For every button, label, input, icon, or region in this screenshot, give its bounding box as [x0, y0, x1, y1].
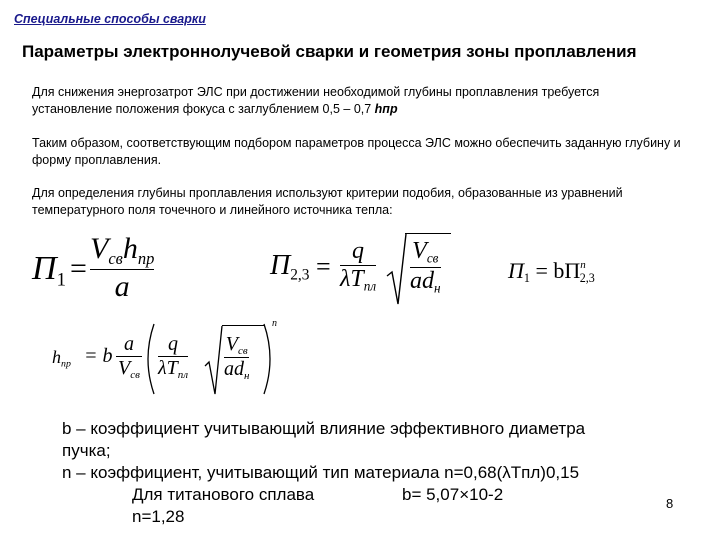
pi1-numerator: $V_{св}h_{пр}$	[90, 232, 155, 268]
hpr-fraction-3	[224, 333, 249, 382]
paragraph-criteria: Для определения глубины проплавления используют критерии подобия, образованные из уравнений температурного поля точечного и линейного источника тепла:	[32, 186, 623, 217]
hpr-f3-denominator: $ad_н$	[224, 358, 250, 382]
note-b-line2: пучка;	[62, 441, 111, 460]
note-b-line1: b – коэффициент учитывающий влияние эффективного диаметра	[62, 419, 586, 438]
hpr-radical-overline	[222, 325, 264, 326]
paragraph-focus-text: установление положения фокуса с заглублением 0,5 – 0,7	[32, 102, 375, 116]
pi23-numerator: q	[352, 238, 365, 264]
pi23-radical-numerator: $V_{св}$	[412, 238, 439, 266]
pi23-lhs: $П_{2,3}$	[270, 250, 310, 284]
paragraph-parameters: Таким образом, соответствующим подбором параметров процесса ЭЛС можно обеспечить заданную глубину и форму проплавления.	[32, 136, 681, 167]
hpr-left-paren	[140, 322, 156, 396]
note-titanium-n: n=1,28	[132, 507, 185, 526]
hpr-exponent: n	[272, 318, 277, 329]
hpr-f2-numerator: q	[168, 333, 179, 355]
pi1b-exponent: n	[580, 259, 586, 272]
pi23-denominator: $\lambda T_{пл}$	[340, 266, 377, 294]
coefficient-notes	[62, 418, 682, 528]
paragraph-focus-line1: Для снижения энергозатрот ЭЛС при достижении необходимой глубины проплавления требуется	[32, 85, 600, 99]
slide-title: Параметры электроннолучевой сварки и геометрия зоны проплавления	[22, 42, 637, 61]
formula-pi1-power	[508, 258, 595, 286]
pi1b-sub: 2,3	[579, 271, 595, 286]
pi1b-lhs-sub: 1	[523, 271, 530, 286]
pi1b-rhs: = bП	[535, 258, 581, 283]
hpr-fraction-2	[158, 333, 188, 381]
hpr-fraction-1	[116, 333, 142, 381]
pi23-radical-overline	[405, 233, 451, 234]
pi23-radical-sign	[386, 232, 408, 306]
hpr-f3-numerator: $V_{св}$	[225, 333, 248, 357]
paragraph-focus	[32, 84, 702, 118]
hpr-equals-b: = b	[84, 345, 113, 367]
pi23-fraction	[340, 238, 376, 295]
hpr-f2-denominator: $\lambda T_{пл}$	[158, 357, 189, 382]
note-titanium-b: b= 5,07×10-2	[402, 485, 504, 504]
pi23-radical-fraction	[410, 238, 441, 297]
note-titanium-label: Для титанового сплава	[132, 485, 315, 504]
paragraph-focus-line2	[32, 101, 702, 118]
pi1-denominator: a	[114, 270, 130, 304]
pi1b-lhs: П	[508, 258, 524, 283]
pi1-lhs: $П_1$	[32, 250, 66, 291]
pi23-radical-denominator: $ad_н$	[410, 267, 441, 296]
pi1-fraction	[90, 232, 154, 304]
hpr-f1-denominator: $V_{св}$	[118, 357, 140, 382]
hpr-right-paren	[262, 322, 278, 396]
note-n-line: n – коэффициент, учитывающий тип материала n=0,68(λTпл)0,15	[62, 463, 580, 482]
note-titanium-row	[62, 484, 682, 506]
section-label: Специальные способы сварки	[14, 12, 206, 26]
hpr-radical-sign	[204, 324, 224, 396]
pi23-equals: =	[316, 252, 331, 281]
hpr-symbol: hпр	[374, 102, 398, 116]
hpr-f1-numerator: a	[124, 333, 134, 355]
hpr-lhs: $h_{пр}$	[52, 347, 71, 370]
pi1-equals: =	[70, 252, 87, 285]
page-number: 8	[666, 496, 674, 511]
